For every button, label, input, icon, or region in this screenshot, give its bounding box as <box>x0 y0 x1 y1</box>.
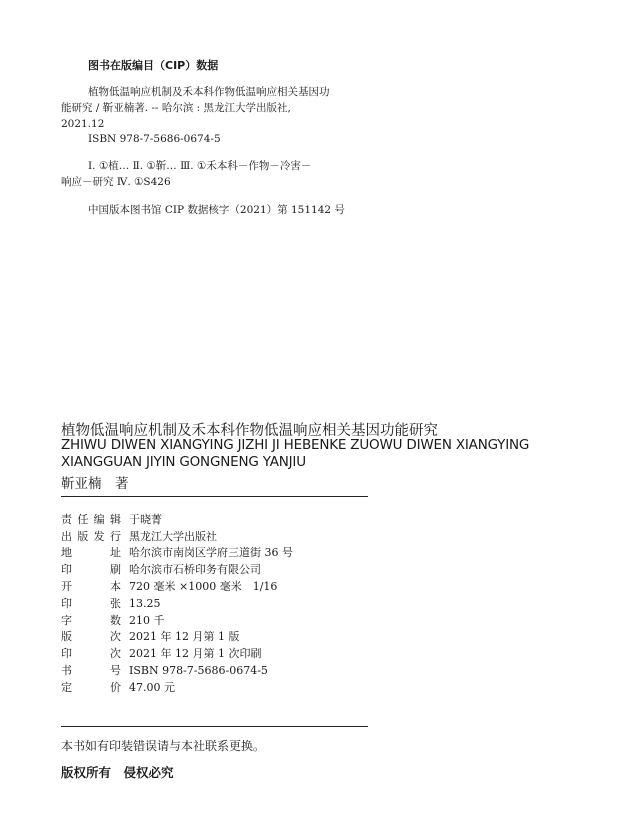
info-value: 黑龙江大学出版社 <box>129 530 217 543</box>
book-author: 靳亚楠 著 <box>61 476 129 492</box>
info-row <box>61 561 261 579</box>
info-label: 责任编辑 <box>61 513 121 526</box>
book-title-pinyin: ZHIWU DIWEN XIANGYING JIZHI JI HEBENKE ZUOWU DIWEN XIANGYING <box>61 437 530 453</box>
info-label: 出版发行 <box>61 530 121 543</box>
cip-line: 响应－研究 Ⅳ. ①S426 <box>61 176 171 188</box>
info-value: 47.00 元 <box>129 681 175 694</box>
info-label: 字数 <box>61 614 121 627</box>
info-row <box>61 645 261 663</box>
info-label: 书号 <box>61 664 121 677</box>
cip-heading: 图书在版编目（CIP）数据 <box>88 59 219 72</box>
info-row <box>61 662 268 680</box>
info-row <box>61 628 239 646</box>
cip-line: 2021.12 <box>61 118 105 130</box>
info-value: 210 千 <box>129 614 165 627</box>
info-value: 13.25 <box>129 597 161 610</box>
cip-line: 能研究 / 靳亚楠著. -- 哈尔滨 : 黑龙江大学出版社, <box>61 102 291 114</box>
info-label: 地址 <box>61 546 121 559</box>
info-value: 2021 年 12 月第 1 版 <box>129 630 240 643</box>
info-label: 开本 <box>61 580 121 593</box>
info-row <box>61 578 277 596</box>
cip-number: 中国版本图书馆 CIP 数据核字（2021）第 151142 号 <box>88 204 345 216</box>
cip-isbn: ISBN 978-7-5686-0674-5 <box>88 133 221 145</box>
book-title: 植物低温响应机制及禾本科作物低温响应相关基因功能研究 <box>61 423 438 439</box>
info-value: 哈尔滨市石桥印务有限公司 <box>129 563 261 576</box>
info-row <box>61 679 175 697</box>
divider <box>61 726 368 727</box>
info-value: 2021 年 12 月第 1 次印刷 <box>129 647 262 660</box>
info-label: 印张 <box>61 597 121 610</box>
info-label: 版次 <box>61 630 121 643</box>
info-value: 于晓菁 <box>129 513 162 526</box>
info-label: 印刷 <box>61 563 121 576</box>
book-title-pinyin: XIANGGUAN JIYIN GONGNENG YANJIU <box>61 454 306 470</box>
info-label: 定价 <box>61 681 121 694</box>
cip-line: Ⅰ. ①植… Ⅱ. ①靳… Ⅲ. ①禾本科－作物－冷害－ <box>88 160 312 172</box>
info-label: 印次 <box>61 647 121 660</box>
info-value: 哈尔滨市南岗区学府三道街 36 号 <box>129 546 293 559</box>
info-value: 720 毫米 ×1000 毫米 1/16 <box>129 580 278 593</box>
info-row <box>61 544 293 562</box>
replacement-notice: 本书如有印装错误请与本社联系更换。 <box>61 739 266 753</box>
info-row <box>61 511 162 529</box>
info-value: ISBN 978-7-5686-0674-5 <box>129 664 268 677</box>
cip-line: 植物低温响应机制及禾本科作物低温响应相关基因功 <box>88 86 330 98</box>
divider <box>61 496 368 497</box>
info-row <box>61 595 161 613</box>
copyright-notice: 版权所有 侵权必究 <box>61 765 174 780</box>
